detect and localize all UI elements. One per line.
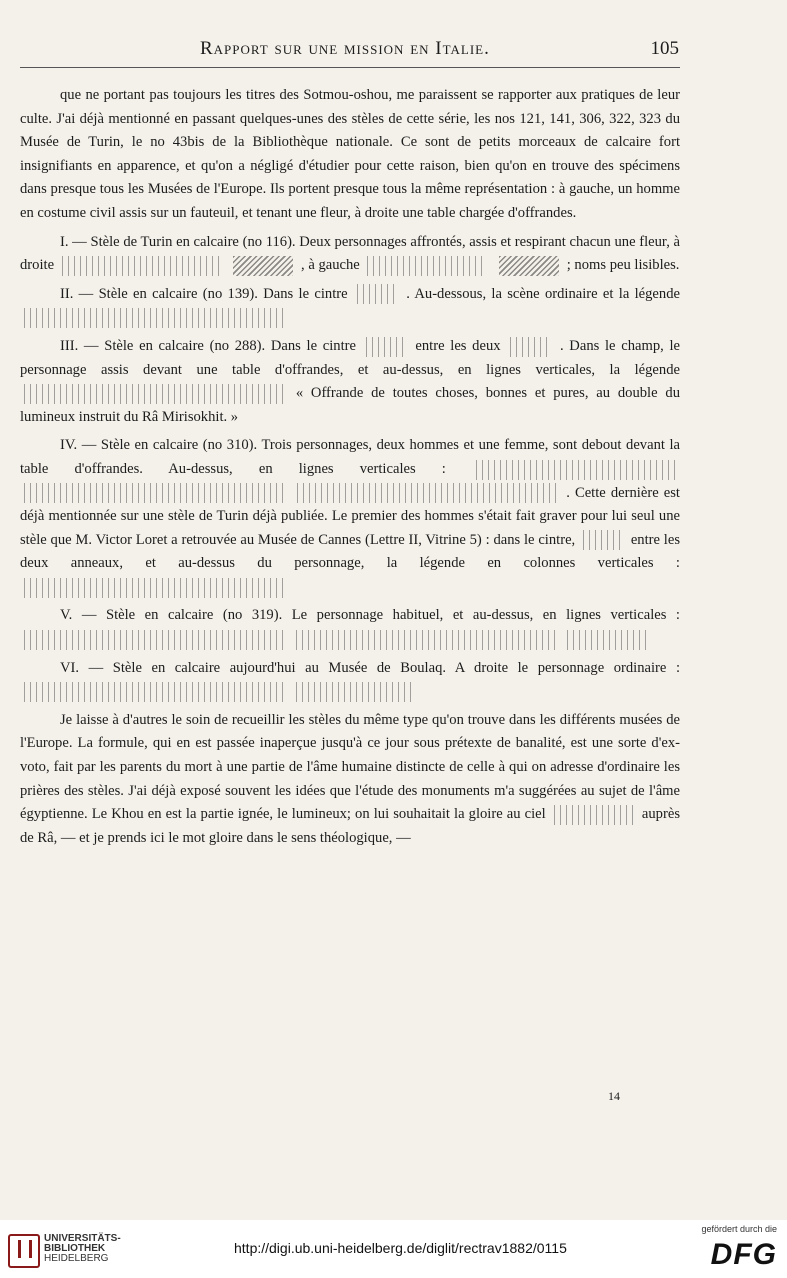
university-line-3: HEIDELBERG bbox=[44, 1253, 109, 1264]
lacuna-hatch-icon bbox=[499, 256, 559, 276]
permalink[interactable]: http://digi.ub.uni-heidelberg.de/diglit/rectrav1882/0115 bbox=[234, 1240, 567, 1256]
university-logo-icon bbox=[8, 1234, 40, 1268]
conclusion-text-a: Je laisse à d'autres le soin de recueillir les stèles du même type qu'on trouve dans les différents musées de l'Europe. La formule, qui en est passée inaperçue jusqu'à ce jour sous prétexte de banalité, est une sorte d'ex-voto, fait par les parents du mort à une partie de l'âme humaine distincte de celle à qui on adresse d'ordinaire les prières des stèles. J'ai déjà exposé souvent les idées que l'étude des monuments m'a suggérées au sujet de l'âme égyptienne. Le Khou en est la partie ignée, le lumineux; on lui souhaitait la gloire au ciel bbox=[20, 711, 680, 823]
hieroglyph-group-icon bbox=[554, 805, 634, 825]
hieroglyph-legend-icon bbox=[24, 483, 284, 503]
hieroglyph-group-icon bbox=[357, 284, 397, 304]
university-line-1: UNIVERSITÄTS- bbox=[44, 1233, 121, 1244]
university-line-2: BIBLIOTHEK bbox=[44, 1243, 106, 1254]
stele-3-text-c: . Dans le champ, le personnage assis devant une table d'offrandes, et au-dessus, en lignes verticales, la légende bbox=[20, 337, 680, 378]
stele-6-text-a: VI. — Stèle en calcaire aujourd'hui au Musée de Boulaq. A droite le personnage ordinaire : bbox=[60, 659, 680, 676]
stele-3-translation: « Offrande de toutes choses, bonnes et pures, au double du lumineux instruit du Râ Mirisokhit. » bbox=[20, 385, 680, 425]
eye-hieroglyph-icon bbox=[510, 337, 550, 357]
hieroglyph-legend-icon bbox=[24, 682, 284, 702]
hieroglyph-group-icon bbox=[367, 256, 487, 276]
stele-4-text-c: entre les deux anneaux, et au-dessus du personnage, la légende en colonnes verticales : bbox=[20, 531, 681, 572]
signature-mark: 14 bbox=[608, 1089, 620, 1103]
conclusion-text-b: auprès de Râ, — et je prends ici le mot gloire dans le sens théologique, — bbox=[20, 806, 680, 846]
paragraph-intro: que ne portant pas toujours les titres des Sotmou-oshou, me paraissent se rapporter aux pratiques de leur culte. J'ai déjà mentionné en passant quelques-unes des stèles de cette série, les nos 121, 141, 306, 322, 323 du Musée de Turin, le no 43bis de la Bibliothèque nationale. Ce sont de petits morceaux de calcaire fort insignifiants en apparence, et qu'on a négligé d'étudier pour cette raison, bien qu'on en trouve des spécimens dans presque tous les Musées de l'Europe. Ils portent presque tous la même représentation : à gauche, un homme en costume civil assis sur un fauteuil, et tenant une fleur, à droite une table chargée d'offrandes. bbox=[20, 87, 680, 221]
paragraph-stele-1 bbox=[20, 231, 680, 278]
stele-4-text-b: . Cette dernière est déjà mentionnée sur une stèle de Turin déjà publiée. Le premier des hommes s'était fait graver pour lui seul une stèle que M. Victor Loret a retrouvée au Musée de Cannes (Lettre II, Vitrine 5) : dans le cintre, bbox=[20, 484, 680, 548]
stele-1-text-b: , à gauche bbox=[301, 257, 360, 274]
paragraph-conclusion bbox=[20, 709, 680, 851]
hieroglyph-group-icon bbox=[296, 682, 416, 702]
university-name bbox=[44, 1234, 121, 1264]
lacuna-hatch-icon bbox=[233, 256, 293, 276]
stele-3-text-b: entre les deux bbox=[415, 337, 501, 354]
stele-3-text-a: III. — Stèle en calcaire (no 288). Dans le cintre bbox=[60, 337, 356, 354]
hieroglyph-legend-icon bbox=[296, 630, 556, 650]
page-number: 105 bbox=[650, 38, 679, 59]
hieroglyph-legend-icon bbox=[476, 460, 676, 480]
paragraph-stele-6 bbox=[20, 657, 680, 704]
hieroglyph-legend-icon bbox=[24, 578, 284, 598]
hieroglyph-legend-icon bbox=[297, 483, 557, 503]
digitization-footer bbox=[0, 1220, 787, 1278]
hieroglyph-legend-icon bbox=[24, 308, 284, 328]
paragraph-stele-3 bbox=[20, 335, 680, 429]
stele-2-text-b: . Au-dessous, la scène ordinaire et la légende bbox=[406, 285, 680, 302]
body-text bbox=[20, 84, 680, 855]
stele-1-text-c: ; noms peu lisibles. bbox=[566, 257, 680, 274]
hieroglyph-group-icon bbox=[567, 630, 647, 650]
paragraph-stele-5 bbox=[20, 604, 680, 651]
running-title: Rapport sur une mission en Italie. bbox=[200, 38, 490, 59]
page-header bbox=[0, 38, 787, 62]
hieroglyph-legend-icon bbox=[24, 630, 284, 650]
stele-4-text-a: IV. — Stèle en calcaire (no 310). Trois personnages, deux hommes et une femme, sont debout devant la table d'offrandes. Au-dessus, en lignes verticales : bbox=[20, 437, 680, 477]
stele-2-text-a: II. — Stèle en calcaire (no 139). Dans le cintre bbox=[60, 285, 348, 302]
stele-1-text-a: I. — Stèle de Turin en calcaire (no 116). Deux personnages affrontés, assis et respirant chacun une fleur, à droite bbox=[20, 233, 680, 274]
stele-5-text-a: V. — Stèle en calcaire (no 319). Le personnage habituel, et au-dessus, en lignes verticales : bbox=[60, 607, 680, 624]
paragraph-stele-2 bbox=[20, 283, 680, 330]
funding-note: gefördert durch die bbox=[701, 1224, 777, 1234]
dfg-logo: DFG bbox=[710, 1238, 777, 1271]
paragraph-stele-4 bbox=[20, 434, 680, 599]
hieroglyph-legend-icon bbox=[24, 384, 284, 404]
hieroglyph-group-icon bbox=[583, 530, 623, 550]
header-rule bbox=[20, 67, 680, 68]
hieroglyph-group-icon bbox=[62, 256, 222, 276]
hieroglyph-group-icon bbox=[366, 337, 406, 357]
